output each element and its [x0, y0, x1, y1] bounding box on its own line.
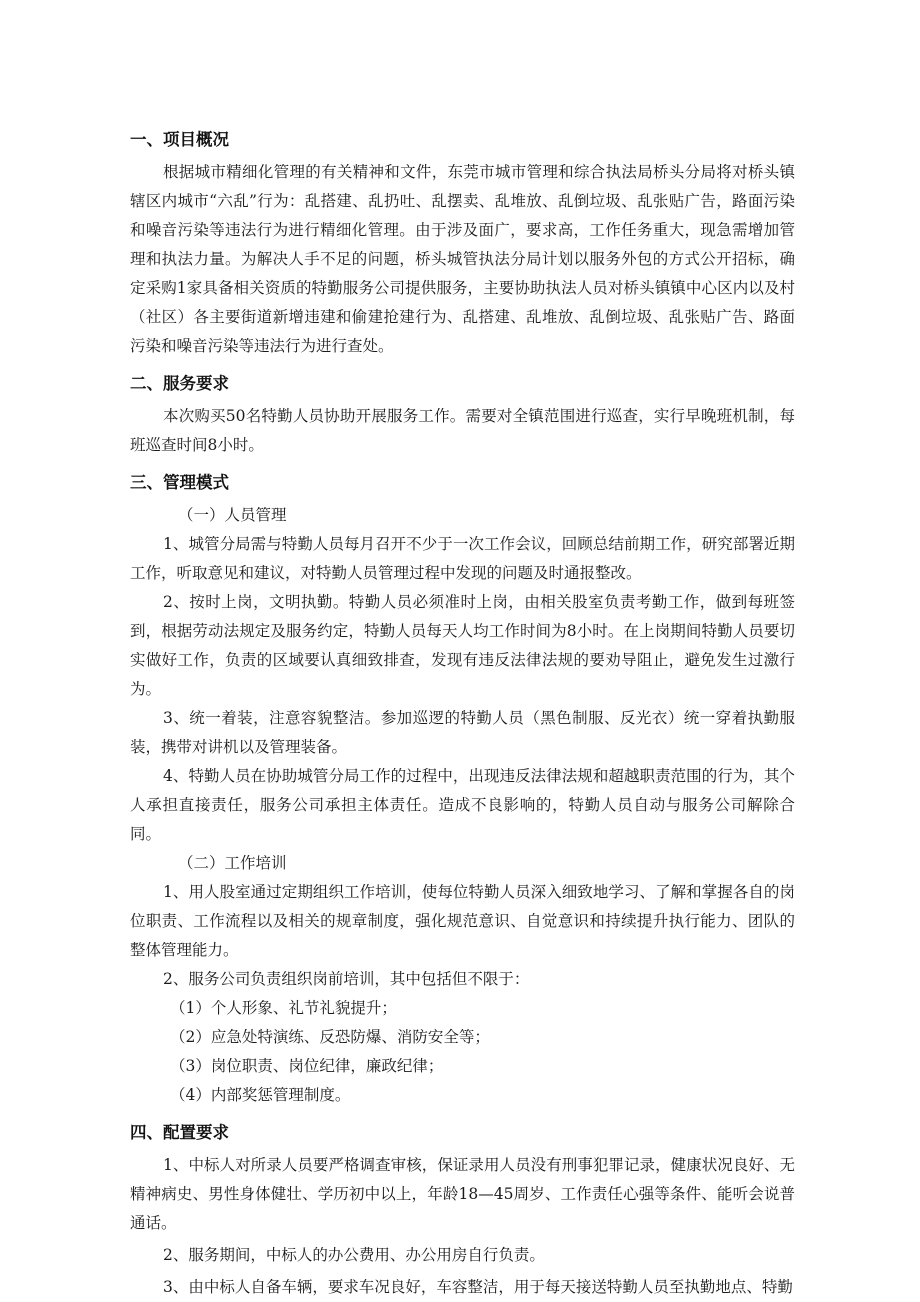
- section-heading-management-mode: 三、管理模式: [130, 473, 229, 492]
- section-heading-project-overview: 一、项目概况: [130, 130, 229, 149]
- paragraph-configuration-3: 3、由中标人自备车辆，要求车况良好，车容整洁，用于每天接送特勤人员至执勤地点、特勤: [163, 1278, 793, 1296]
- paragraph-management-3: 3、统一着装，注意容貌整洁。参加巡逻的特勤人员（黑色制服、反光衣）统一穿着执勤服装，携带对讲机以及管理装备。: [130, 709, 795, 756]
- paragraph-training-1: 1、用人股室通过定期组织工作培训，使每位特勤人员深入细致地学习、了解和掌握各自的岗位职责、工作流程以及相关的规章制度，强化规范意识、自觉意识和持续提升执行能力、团队的整体管理能力。: [130, 883, 795, 959]
- paragraph-training-2: 2、服务公司负责组织岗前培训，其中包括但不限于：: [163, 970, 530, 988]
- paragraph-project-overview: 根据城市精细化管理的有关精神和文件，东莞市城市管理和综合执法局桥头分局将对桥头镇辖区内城市“六乱”行为：乱搭建、乱扔吐、乱摆卖、乱堆放、乱倒垃圾、乱张贴广告，路面污染和噪音污染等违法行为进行精细化管理。由于涉及面广，要求高，工作任务重大，现急需增加管理和执法力量。为解决人手不足的问题，桥头城管执法分局计划以服务外包的方式公开招标，确定采购1家具备相关资质的特勤服务公司提供服务，主要协助执法人员对桥头镇镇中心区内以及村（社区）各主要街道新增违建和偷建抢建行为、乱搭建、乱堆放、乱倒垃圾、乱张贴广告、路面污染和噪音污染等违法行为进行查处。: [130, 163, 795, 355]
- list-item: （1）个人形象、礼节礼貌提升；: [170, 999, 397, 1017]
- section-heading-service-requirements: 二、服务要求: [130, 374, 229, 393]
- list-item: （4）内部奖惩管理制度。: [170, 1086, 351, 1104]
- paragraph-management-4: 4、特勤人员在协助城管分局工作的过程中，出现违反法律法规和超越职责范围的行为，其个人承担直接责任，服务公司承担主体责任。造成不良影响的，特勤人员自动与服务公司解除合同。: [130, 767, 795, 843]
- list-item: （2）应急处特演练、反恐防爆、消防安全等；: [170, 1028, 490, 1046]
- section-heading-configuration-requirements: 四、配置要求: [130, 1123, 229, 1142]
- paragraph-management-1: 1、城管分局需与特勤人员每月召开不少于一次工作会议，回顾总结前期工作，研究部署近期工作，听取意见和建议，对特勤人员管理过程中发现的问题及时通报整改。: [130, 535, 795, 582]
- list-item: （3）岗位职责、岗位纪律，廉政纪律；: [170, 1057, 444, 1075]
- paragraph-service-requirements: 本次购买50名特勤人员协助开展服务工作。需要对全镇范围进行巡查，实行早晚班机制，每班巡查时间8小时。: [130, 407, 795, 454]
- paragraph-configuration-1: 1、中标人对所录人员要严格调查审核，保证录用人员没有刑事犯罪记录，健康状况良好、无精神病史、男性身体健壮、学历初中以上，年龄18—45周岁、工作责任心强等条件、能听会说普通话。: [130, 1156, 795, 1232]
- subheading-work-training: （二）工作培训: [178, 854, 287, 872]
- document-page: [130, 120, 795, 1302]
- subheading-personnel-management: （一）人员管理: [178, 506, 287, 524]
- paragraph-configuration-2: 2、服务期间，中标人的办公费用、办公用房自行负责。: [163, 1246, 545, 1264]
- paragraph-management-2: 2、按时上岗，文明执勤。特勤人员必须准时上岗，由相关股室负责考勤工作，做到每班签到，根据劳动法规定及服务约定，特勤人员每天人均工作时间为8小时。在上岗期间特勤人员要切实做好工作，负责的区域要认真细致排查，发现有违反法律法规的要劝导阻止，避免发生过激行为。: [130, 593, 795, 698]
